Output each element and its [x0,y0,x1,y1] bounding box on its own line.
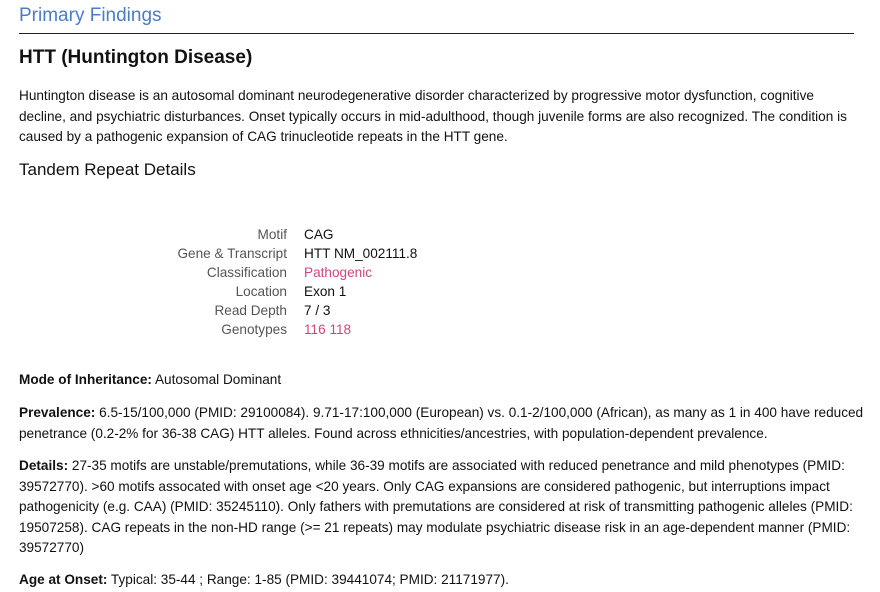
details [19,456,864,559]
details-label: Details: [19,458,69,473]
table-row-motif [120,225,417,244]
read-depth-value: 7 / 3 [304,303,331,318]
location-value: Exon 1 [304,284,347,299]
gene-transcript-value: HTT NM_002111.8 [304,246,418,261]
mode-of-inheritance-label: Mode of Inheritance: [19,372,152,387]
prevalence-label: Prevalence: [19,405,96,420]
gene-title: HTT (Huntington Disease) [19,47,253,68]
row-label: Gene & Transcript [177,246,287,261]
age-at-onset-text: Typical: 35-44 ; Range: 1-85 (PMID: 39441074; PMID: 21171977). [110,572,509,587]
prevalence [19,403,864,444]
mode-of-inheritance-text: Autosomal Dominant [154,372,282,387]
table-row-location [120,282,417,301]
tandem-repeat-table [120,225,417,339]
prevalence-text: 6.5-15/100,000 (PMID: 29100084). 9.71-17:100,000 (European) vs. 0.1-2/100,000 (African), as many as 1 in 400 have reduced penetrance (0.2-2% for 36-38 CAG) HTT alleles. Found across ethnicities/ancestries, with population-dependent prevalence. [19,405,864,441]
table-row-read-depth [120,301,417,320]
table-row-gene-transcript [120,244,417,263]
row-label: Motif [257,227,287,242]
row-label: Location [235,284,287,299]
classification-value: Pathogenic [304,265,373,280]
section-divider [19,33,854,34]
section-title: Primary Findings [19,5,162,26]
genotypes-value: 116 118 [304,322,352,337]
tandem-repeat-title: Tandem Repeat Details [19,160,196,179]
age-at-onset-label: Age at Onset: [19,572,108,587]
row-label: Genotypes [221,322,287,337]
motif-value: CAG [304,227,334,242]
gene-description: Huntington disease is an autosomal dominant neurodegenerative disorder characterized by progressive motor dysfunction, cognitive decline, and psychiatric disturbances. Onset typically occurs in mid-adulthood, though juvenile forms are also recognized. The condition is caused by a pathogenic expansion of CAG trinucleotide repeats in the HTT gene. [19,88,847,144]
table-row-genotypes [120,320,417,339]
age-at-onset [19,570,864,591]
table-row-classification [120,263,417,282]
row-label: Read Depth [214,303,287,318]
row-label: Classification [206,265,287,280]
details-text: 27-35 motifs are unstable/premutations, while 36-39 motifs are associated with reduced penetrance and mild phenotypes (PMID: 39572770). >60 motifs assocated with onset age <20 years. Only CAG expansions are considered pathogenic, but interruptions impact pathogenicity (e.g. CAA) (PMID: 35245110). Only fathers with premutations are considered at risk of transmitting pathogenic alleles (PMID: 19507258). CAG repeats in the non-HD range (>= 21 repeats) may modulate psychiatric disease risk in an age-dependent manner (PMID: 39572770) [19,458,853,555]
mode-of-inheritance [19,370,864,391]
